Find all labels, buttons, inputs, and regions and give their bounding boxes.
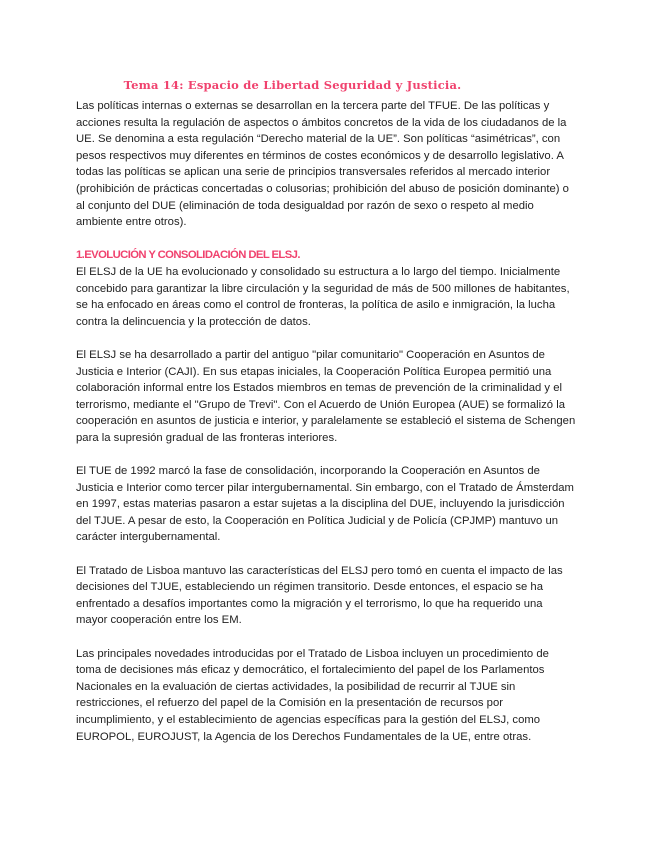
intro-paragraph: Las políticas internas o externas se desarrollan en la tercera parte del TFUE. De las políticas y acciones resulta la regulación de aspectos o ámbitos concretos de la vida de los ciudadanos de la UE. Se denomina a esta regulación “Derecho material de la UE”. Son políticas “asimétricas”, con pesos respectivos muy diferentes en términos de costes económicos y de desarrollo legislativo. A todas las políticas se aplican una serie de principios transversales referidos al mercado interior (prohibición de prácticas concertadas o colusorias; prohibición del abuso de posición dominante) o al conjunto del DUE (eliminación de toda desigualdad por razón de sexo o respeto al medio ambiente entre otros). bbox=[76, 100, 569, 229]
section-paragraph: El TUE de 1992 marcó la fase de consolidación, incorporando la Cooperación en Asuntos de Justicia e Interior como tercer pilar intergubernamental. Sin embargo, con el Tratado de Ámsterdam en 1997, estas materias pasaron a estar sujetas a la disciplina del DUE, incluyendo la jurisdicción del TJUE. A pesar de esto, la Cooperación en Política Judicial y de Policía (CPJMP) mantuvo un carácter intergubernamental. bbox=[76, 465, 574, 544]
section-heading: 1.EVOLUCIÓN Y CONSOLIDACIÓN DEL ELSJ. bbox=[76, 249, 300, 262]
document-title: Tema 14: Espacio de Libertad Seguridad y Justicia. bbox=[123, 78, 462, 92]
document-body bbox=[76, 98, 576, 745]
section-paragraph: Las principales novedades introducidas por el Tratado de Lisboa incluyen un procedimiento de toma de decisiones más eficaz y democrático, el fortalecimiento del papel de los Parlamentos Nacionales en la evaluación de ciertas actividades, la posibilidad de recurrir al TJUE sin restricciones, el refuerzo del papel de la Comisión en la presentación de recursos por incumplimiento, y el establecimiento de agencias específicas para la gestión del ELSJ, como EUROPOL, EUROJUST, la Agencia de los Derechos Fundamentales de la UE, entre otras. bbox=[76, 647, 549, 743]
section-paragraph: El ELSJ se ha desarrollado a partir del antiguo "pilar comunitario" Cooperación en Asuntos de Justicia e Interior (CAJI). En sus etapas iniciales, la Cooperación Política Europea permitió una colaboración informal entre los Estados miembros en temas de prevención de la criminalidad y el terrorismo, mediante el "Grupo de Trevi". Con el Acuerdo de Unión Europea (AUE) se formalizó la cooperación en asuntos de justicia e interior, y paralelamente se estableció el sistema de Schengen para la supresión gradual de las fronteras interiores. bbox=[76, 348, 576, 444]
section-paragraph: El ELSJ de la UE ha evolucionado y consolidado su estructura a lo largo del tiempo. Inicialmente concebido para garantizar la libre circulación y la seguridad de más de 500 millones de habitantes, se ha enfocado en áreas como el control de fronteras, la política de asilo e inmigración, la lucha contra la delincuencia y la protección de datos. bbox=[76, 265, 570, 328]
section-paragraph: El Tratado de Lisboa mantuvo las características del ELSJ pero tomó en cuenta el impacto de las decisiones del TJUE, estableciendo un régimen transitorio. Desde entonces, el espacio se ha enfrentado a desafíos importantes como la migración y el terrorismo, lo que ha requerido una mayor cooperación entre los EM. bbox=[76, 564, 563, 627]
